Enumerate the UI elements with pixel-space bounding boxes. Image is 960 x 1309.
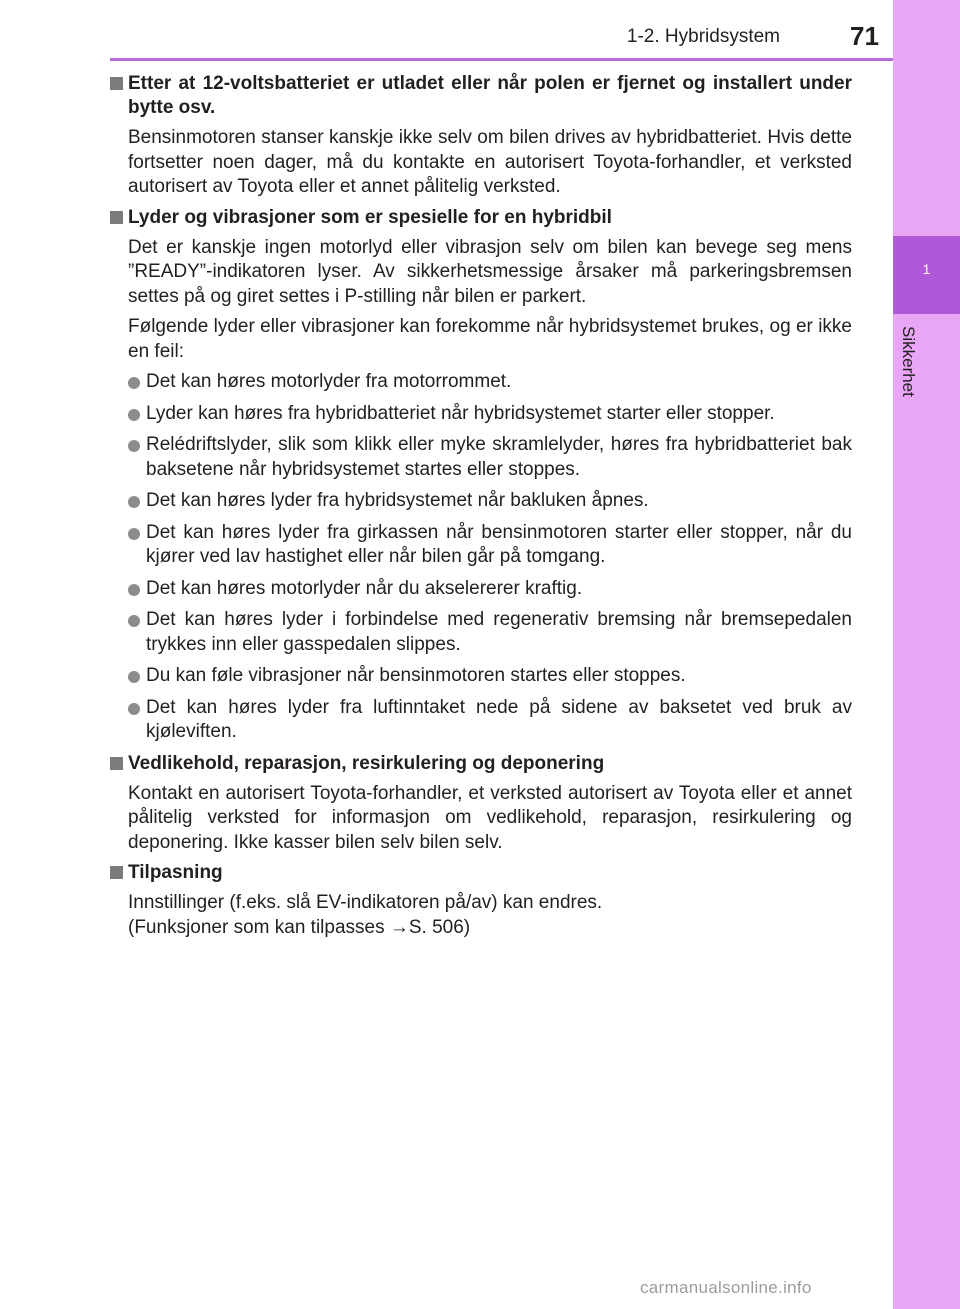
round-bullet-icon [128,409,140,421]
round-bullet-icon [128,584,140,596]
round-bullet-icon [128,615,140,627]
list-item-text: Relédriftslyder, slik som klikk eller myke skramlelyder, høres fra hybridbatteriet bak baksetene når hybridsystemet startes eller stoppes. [146,434,852,480]
chapter-number: 1 [922,261,931,277]
list-item-text: Lyder kan høres fra hybridbatteriet når hybridsystemet starter eller stopper. [146,402,775,424]
list-item-text: Det kan høres lyder fra hybridsystemet når bakluken åpnes. [146,490,649,511]
paragraph: Det er kanskje ingen motorlyd eller vibrasjon selv om bilen kan bevege seg mens ”READY”-indikatoren lyser. Av sikkerhetsmessige årsaker må parkeringsbremsen settes på og giret settes i P-stilling når bilen er parkert. [128,236,852,307]
round-bullet-icon [128,440,140,452]
square-bullet-icon [110,211,123,224]
list-item [128,521,852,570]
paragraph: Kontakt en autorisert Toyota-forhandler, et verksted autorisert av Toyota eller et annet pålitelig verksted for informasjon om vedlikehold, reparasjon, resirkulering og deponering. Ikke kasser bilen selv bilen selv. [128,782,852,853]
square-bullet-icon [110,77,123,90]
list-item-text: Det kan høres motorlyder fra motorrommet. [146,371,512,392]
round-bullet-icon [128,671,140,683]
chapter-tab[interactable] [893,236,960,314]
list-item-text: Det kan høres lyder fra girkassen når bensinmotoren starter eller stopper, når du kjører ved lav hastighet eller når bilen går på tomgang. [146,521,852,567]
square-bullet-icon [110,757,123,770]
list-item [128,370,852,395]
round-bullet-icon [128,528,140,540]
running-header: 1-2. Hybridsystem [626,26,780,47]
header-rule [110,58,893,61]
list-item-text: Du kan føle vibrasjoner når bensinmotoren startes eller stoppes. [146,665,686,686]
heading-text: Tilpasning [128,862,223,883]
list-item-text: Det kan høres motorlyder når du akselererer kraftig. [146,577,583,599]
paragraph: Følgende lyder eller vibrasjoner kan forekomme når hybridsystemet brukes, og er ikke en feil: [128,316,852,362]
cross-reference-line[interactable]: (Funksjoner som kan tilpasses →S. 506) [128,916,471,938]
heading-text: Vedlikehold, reparasjon, resirkulering og deponering [128,752,605,774]
list-item [128,402,852,427]
list-item [128,489,852,514]
list-item [128,433,852,482]
round-bullet-icon [128,377,140,389]
section-side-label: Sikkerhet [899,326,918,397]
paragraph: Bensinmotoren stanser kanskje ikke selv om bilen drives av hybridbatteriet. Hvis dette fortsetter noen dager, må du kontakte en autorisert Toyota-forhandler, et verksted autorisert av Toyota eller et annet pålitelig verksted. [128,127,852,197]
section-heading [110,72,852,120]
paragraph-line: Innstillinger (f.eks. slå EV-indikatoren på/av) kan endres. [128,892,603,913]
list-item [128,608,852,657]
list-item [128,696,852,745]
heading-text: Lyder og vibrasjoner som er spesielle for en hybridbil [128,206,612,228]
side-color-strip [893,0,960,1309]
page-number: 71 [850,21,879,51]
square-bullet-icon [110,866,123,879]
heading-text: Etter at 12-voltsbatteriet er utladet eller når polen er fjernet og installert under bytte osv. [128,73,852,118]
watermark: carmanualsonline.info [640,1278,812,1297]
list-item [128,577,852,602]
round-bullet-icon [128,496,140,508]
list-item [128,664,852,689]
section-heading [110,752,852,776]
section-heading [110,206,852,230]
list-item-text: Det kan høres lyder fra luftinntaket nede på sidene av baksetet ved bruk av kjøleviften. [146,696,852,742]
page-content [110,72,852,946]
round-bullet-icon [128,703,140,715]
section-heading [110,861,852,885]
list-item-text: Det kan høres lyder i forbindelse med regenerativ bremsing når bremsepedalen trykkes inn eller gasspedalen slippes. [146,609,852,655]
